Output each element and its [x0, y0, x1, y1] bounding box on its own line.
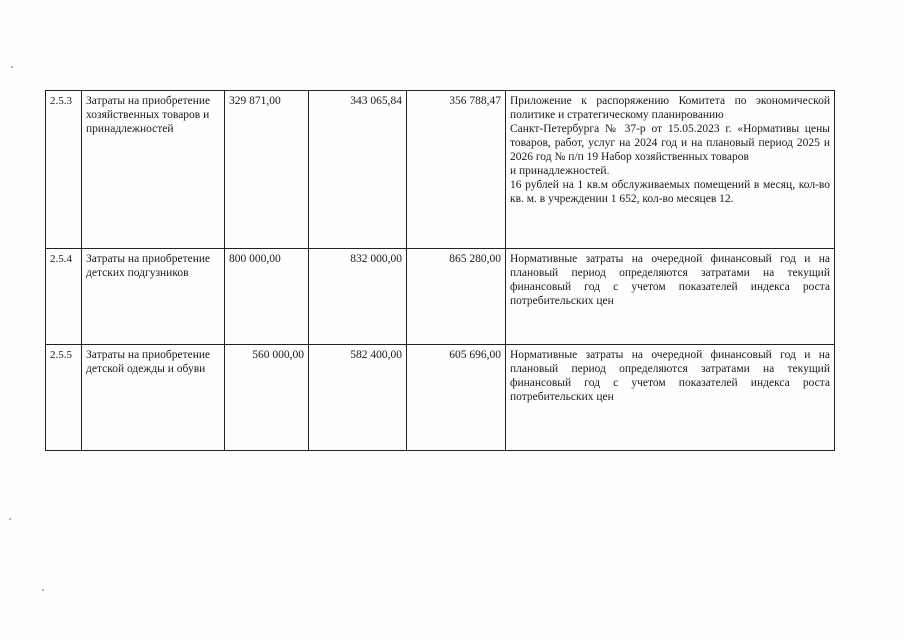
row-number: 2.5.5 — [46, 345, 82, 451]
scan-speck — [9, 518, 11, 520]
scan-speck — [42, 589, 44, 591]
row-number: 2.5.4 — [46, 249, 82, 345]
justification-cell — [506, 91, 835, 249]
amount-2024: 329 871,00 — [225, 91, 309, 249]
cost-item-name: Затраты на приобретение детской одежды и обуви — [82, 345, 225, 451]
scan-speck — [11, 66, 13, 68]
amount-2025: 832 000,00 — [309, 249, 407, 345]
amount-2025: 343 065,84 — [309, 91, 407, 249]
justification-text: Нормативные затраты на очередной финансовый год и на плановый период определяются затратами на текущий финансовый год с учетом показателей индекса роста потребительских цен — [510, 253, 830, 307]
justification-text: Нормативные затраты на очередной финансовый год и на плановый период определяются затратами на текущий финансовый год с учетом показателей индекса роста потребительских цен — [510, 349, 830, 403]
justification-cell — [506, 249, 835, 345]
row-number: 2.5.3 — [46, 91, 82, 249]
amount-2025: 582 400,00 — [309, 345, 407, 451]
amount-2026: 605 696,00 — [407, 345, 506, 451]
cost-item-name: Затраты на приобретение хозяйственных товаров и принадлежностей — [82, 91, 225, 249]
amount-2026: 356 788,47 — [407, 91, 506, 249]
justification-text: Приложение к распоряжению Комитета по экономической политике и стратегическому планированию — [510, 95, 830, 121]
table-row — [46, 91, 835, 249]
justification-text: 16 рублей на 1 кв.м обслуживаемых помещений в месяц, кол-во кв. м. в учреждении 1 652, кол-во месяцев 12. — [510, 179, 830, 205]
cost-item-name: Затраты на приобретение детских подгузников — [82, 249, 225, 345]
table-row — [46, 345, 835, 451]
justification-text: Санкт-Петербурга № 37-р от 15.05.2023 г. «Нормативы цены товаров, работ, услуг на 2024 год и на плановый период 2025 и 2026 год № п/п 19 Набор хозяйственных товаров — [510, 123, 830, 163]
amount-2024: 800 000,00 — [225, 249, 309, 345]
table-row — [46, 249, 835, 345]
amount-2026: 865 280,00 — [407, 249, 506, 345]
cost-table — [45, 90, 835, 451]
justification-text: и принадлежностей. — [510, 165, 610, 177]
justification-cell — [506, 345, 835, 451]
amount-2024: 560 000,00 — [225, 345, 309, 451]
